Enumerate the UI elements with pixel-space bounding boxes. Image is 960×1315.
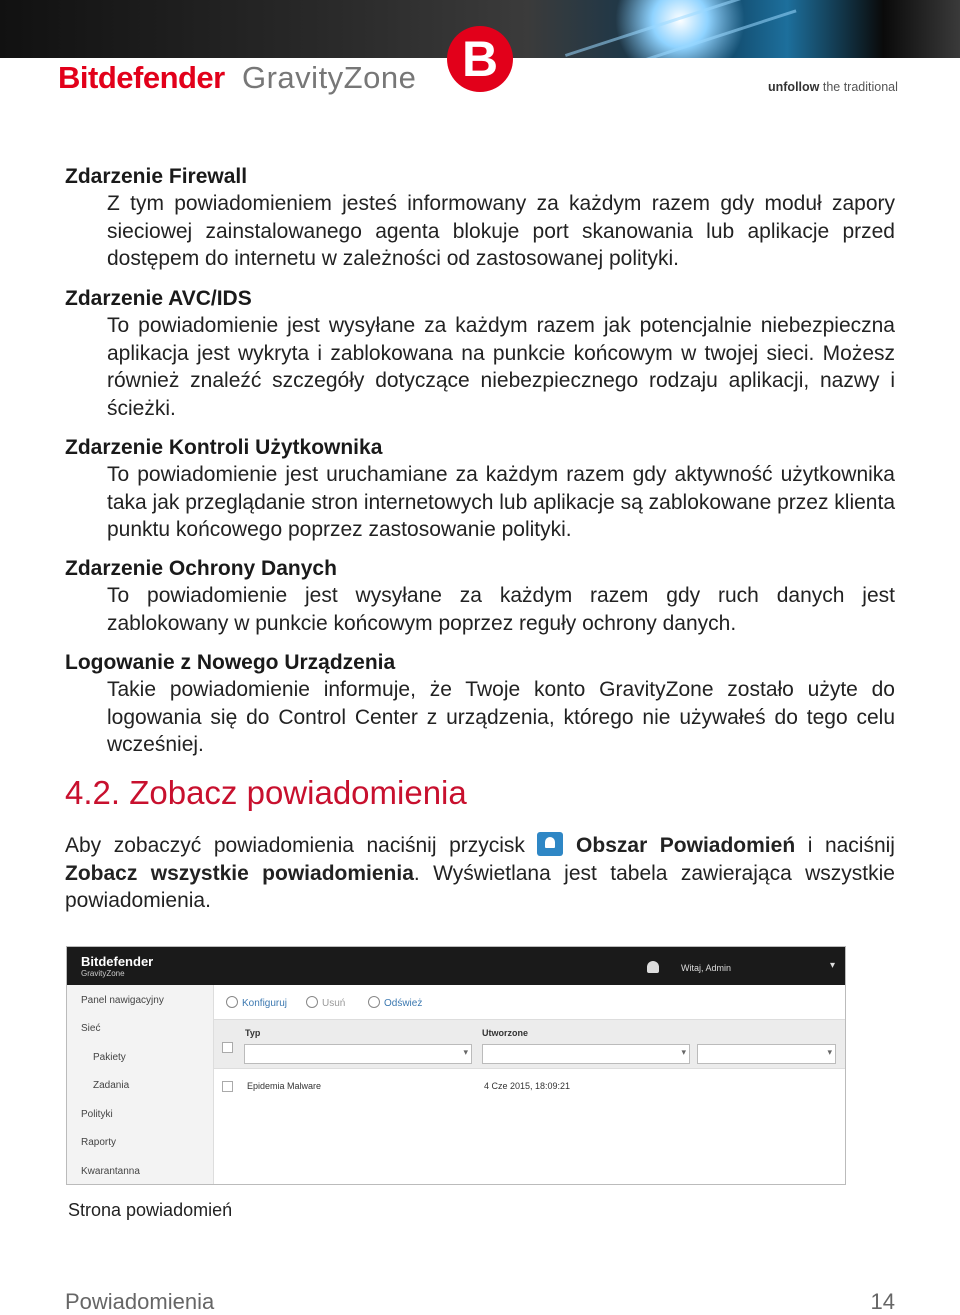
app-main bbox=[214, 985, 845, 1184]
configure-button[interactable]: Konfiguruj bbox=[226, 996, 287, 1009]
brand-logo: Bitdefender bbox=[58, 60, 225, 95]
section-title: Zdarzenie AVC/IDS bbox=[65, 287, 252, 310]
table-header bbox=[214, 1019, 845, 1069]
app-brand: Bitdefender bbox=[81, 954, 154, 969]
section-new-device-login bbox=[65, 649, 895, 759]
section-body: Z tym powiadomieniem jesteś informowany za każdym razem gdy moduł zapory sieciowej zainstalowanego agenta blokuje port skanowania lub aplikacje przed dostępem do internetu w zależności od zastosowanej polityki. bbox=[107, 192, 895, 270]
intro-paragraph: Aby zobaczyć powiadomienia naciśnij przycisk Obszar Powiadomień i naciśnij Zobacz wszystkie powiadomienia. Wyświetlana jest tabela zawierająca wszystkie powiadomienia. bbox=[65, 834, 895, 912]
page-number: 14 bbox=[870, 1289, 895, 1314]
section-heading: 4.2. Zobacz powiadomienia bbox=[65, 774, 467, 811]
user-greeting[interactable]: Witaj, Admin bbox=[681, 963, 732, 973]
nav-tasks[interactable]: Zadania bbox=[93, 1080, 130, 1091]
column-type[interactable]: Typ bbox=[245, 1028, 261, 1038]
product-name: GravityZone bbox=[242, 60, 417, 95]
nav-policies[interactable]: Polityki bbox=[81, 1109, 113, 1120]
app-brand-sub: GravityZone bbox=[81, 969, 125, 978]
delete-icon bbox=[306, 996, 318, 1008]
section-data-protection bbox=[65, 555, 895, 637]
row-created: 4 Cze 2015, 18:09:21 bbox=[484, 1081, 571, 1091]
app-sidebar bbox=[67, 985, 214, 1184]
notifications-page-screenshot bbox=[66, 946, 846, 1185]
section-user-control bbox=[65, 434, 895, 544]
section-body: To powiadomienie jest wysyłane za każdym razem gdy ruch danych jest zablokowany w punkcie końcowym poprzez reguły ochrony danych. bbox=[107, 584, 895, 635]
app-topbar bbox=[67, 947, 845, 985]
section-title: Zdarzenie Firewall bbox=[65, 165, 248, 188]
section-title: Logowanie z Nowego Urządzenia bbox=[65, 651, 396, 674]
section-title: Zdarzenie Kontroli Użytkownika bbox=[65, 436, 383, 459]
chevron-down-icon[interactable]: ▾ bbox=[830, 960, 836, 971]
footer-section: Powiadomienia bbox=[65, 1289, 215, 1314]
column-created[interactable]: Utworzone bbox=[482, 1028, 528, 1038]
type-filter[interactable] bbox=[244, 1044, 472, 1064]
section-avc-ids bbox=[65, 285, 895, 422]
bitdefender-b-logo: B bbox=[447, 26, 513, 92]
row-checkbox[interactable] bbox=[222, 1081, 233, 1092]
nav-quarantine[interactable]: Kwarantanna bbox=[81, 1166, 140, 1177]
section-body: To powiadomienie jest uruchamiane za każdym razem gdy aktywność użytkownika taka jak przeglądanie stron internetowych lub aplikacje są zablokowane przez klienta punktu końcowego poprzez zastosowanie polityki. bbox=[107, 463, 895, 541]
refresh-icon bbox=[368, 996, 380, 1008]
tagline: unfollow the traditional bbox=[768, 80, 898, 94]
bell-icon bbox=[537, 832, 563, 856]
section-firewall bbox=[65, 163, 895, 273]
section-title: Zdarzenie Ochrony Danych bbox=[65, 557, 337, 580]
section-body: To powiadomienie jest wysyłane za każdym razem jak potencjalnie niebezpieczna aplikacja jest wykryta i zablokowana na punkcie końcowym w twojej sieci. Możesz również znaleźć szczegóły dotyczące niebezpiecznego rodzaju aplikacji, nazwy i ścieżki. bbox=[107, 314, 895, 420]
section-body: Takie powiadomienie informuje, że Twoje konto GravityZone zostało użyte do logowania się do Control Center z urządzenia, którego nie używałeś do tego celu wcześniej. bbox=[107, 678, 895, 756]
notification-bell-icon[interactable] bbox=[647, 961, 659, 973]
refresh-button[interactable]: Odśwież bbox=[368, 996, 422, 1009]
nav-reports[interactable]: Raporty bbox=[81, 1137, 117, 1148]
select-all-checkbox[interactable] bbox=[222, 1042, 233, 1053]
created-filter-to[interactable] bbox=[697, 1044, 836, 1064]
nav-network[interactable]: Sieć bbox=[81, 1023, 101, 1034]
row-type: Epidemia Malware bbox=[247, 1081, 322, 1091]
delete-button[interactable]: Usuń bbox=[306, 996, 345, 1009]
figure-caption: Strona powiadomień bbox=[68, 1200, 233, 1220]
nav-packages[interactable]: Pakiety bbox=[93, 1052, 126, 1063]
nav-dashboard[interactable]: Panel nawigacyjny bbox=[81, 995, 164, 1006]
created-filter-from[interactable] bbox=[482, 1044, 690, 1064]
configure-icon bbox=[226, 996, 238, 1008]
